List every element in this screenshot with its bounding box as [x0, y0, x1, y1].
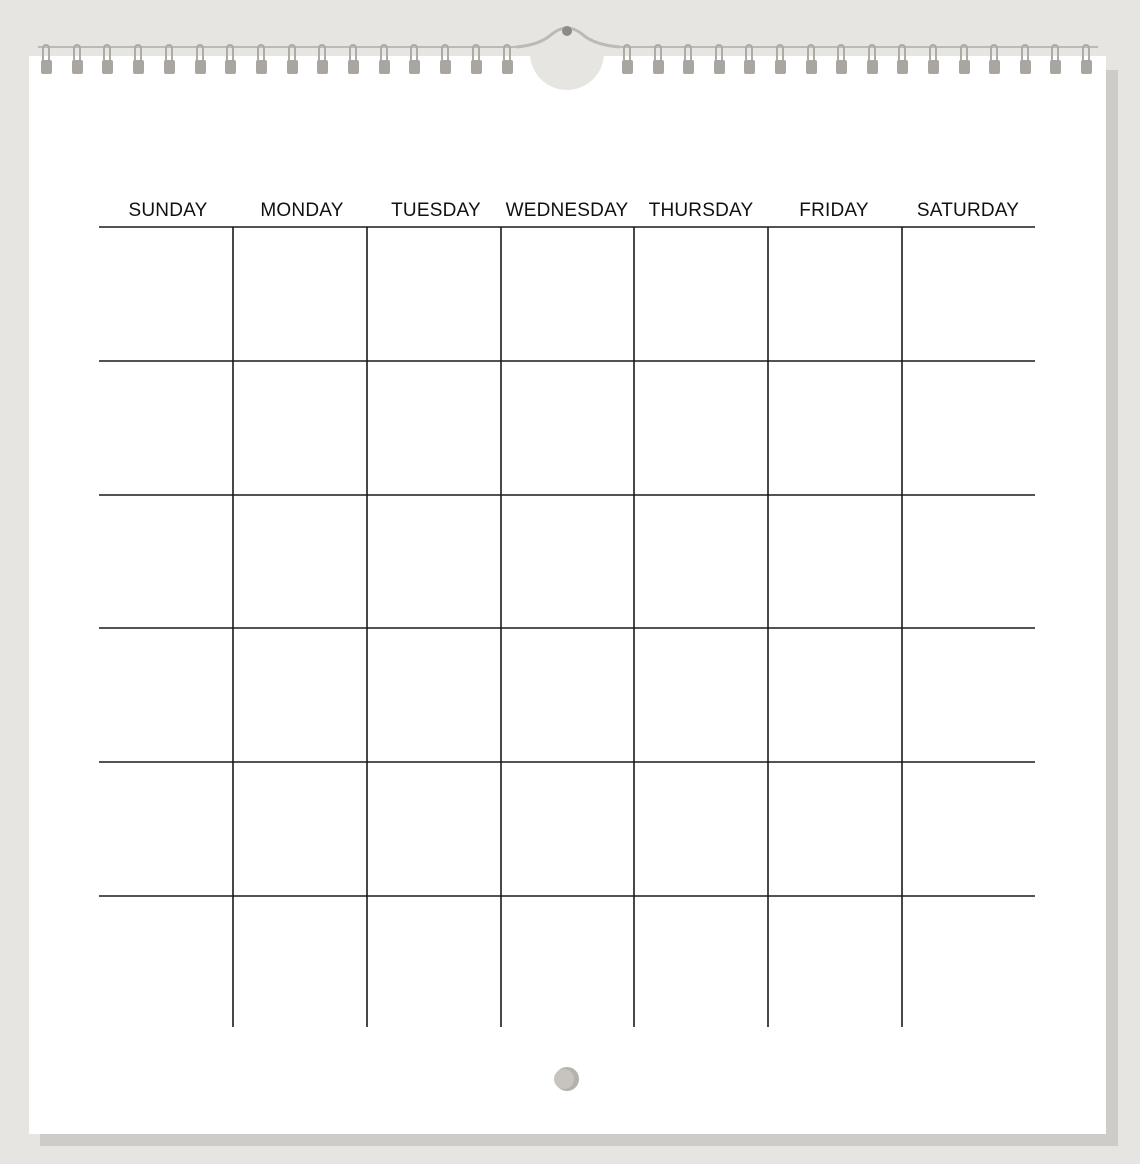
weekday-label-thursday: THURSDAY — [648, 200, 754, 221]
weekday-label-tuesday: TUESDAY — [391, 200, 481, 221]
weekday-label-monday: MONDAY — [260, 200, 344, 221]
weekday-label-sunday: SUNDAY — [128, 200, 208, 221]
weekday-label-friday: FRIDAY — [799, 200, 869, 221]
weekday-label-saturday: SATURDAY — [916, 200, 1020, 221]
weekday-label-wednesday: WEDNESDAY — [505, 200, 629, 221]
hanging-hole-highlight — [554, 1069, 574, 1089]
